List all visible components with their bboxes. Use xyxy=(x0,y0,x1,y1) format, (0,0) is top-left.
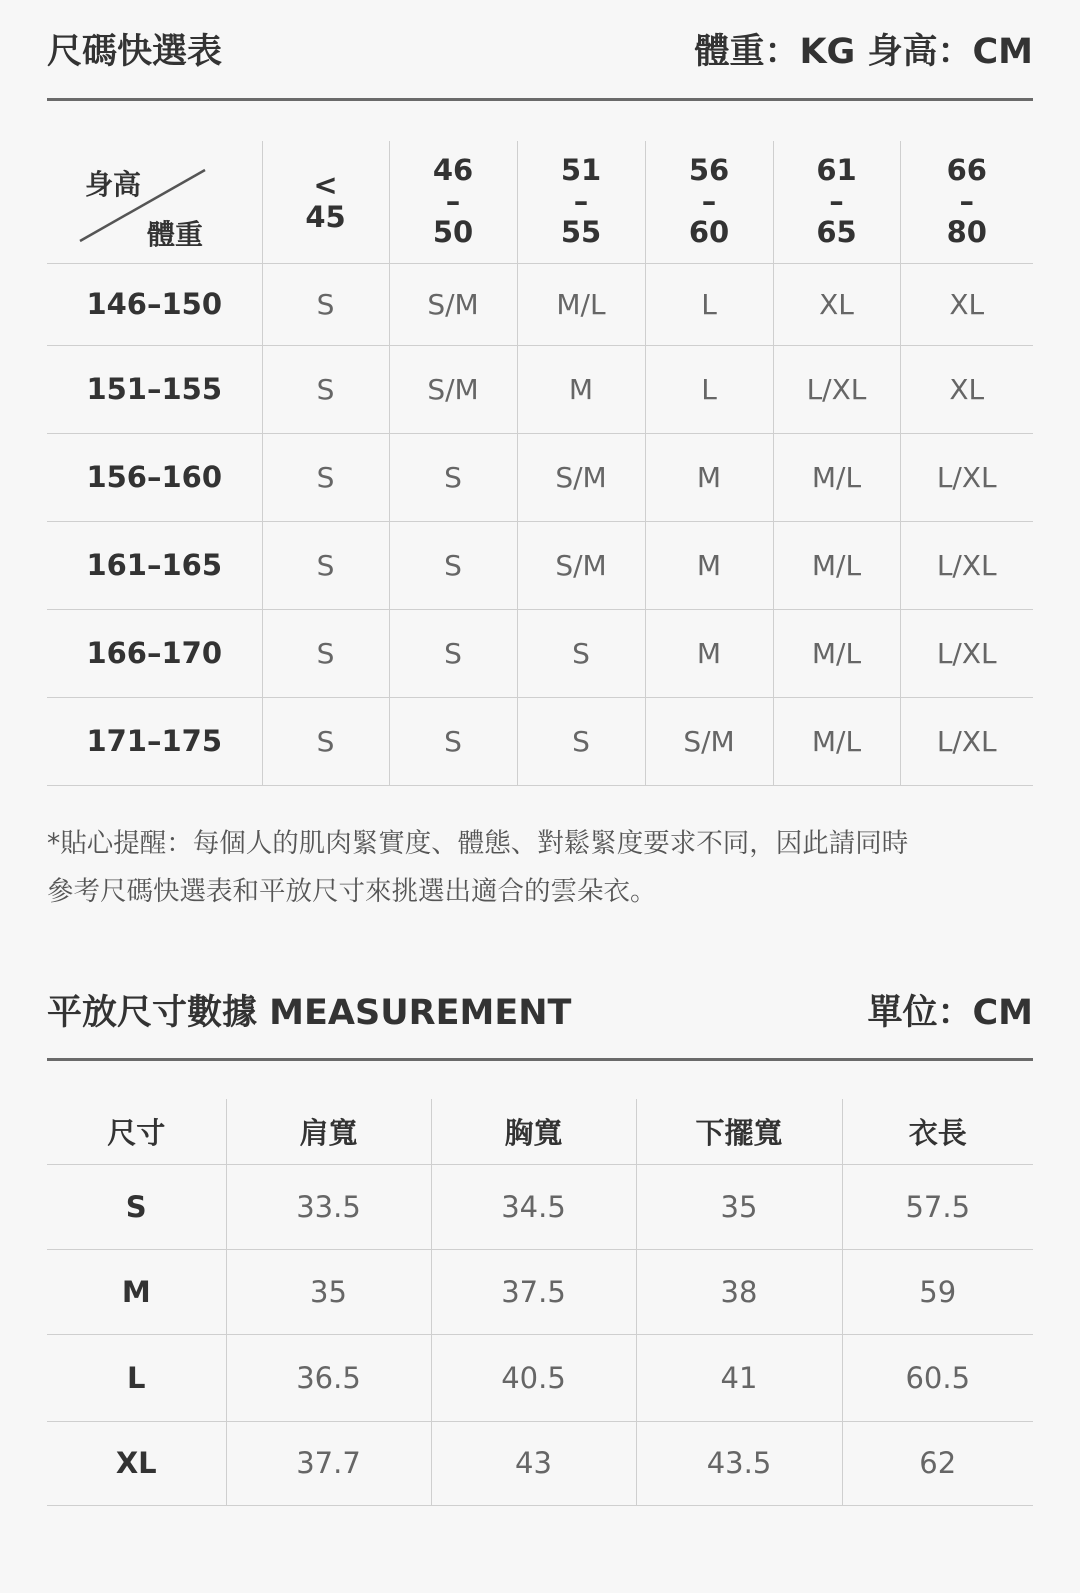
table-row xyxy=(47,1164,1033,1249)
size-label-cell: L xyxy=(47,1334,226,1421)
column-header: 衣長 xyxy=(908,1115,967,1150)
size-cell: L xyxy=(645,345,773,433)
value-cell: 59 xyxy=(919,1274,957,1309)
size-cell: M/L xyxy=(773,433,900,521)
column-header: 尺寸 xyxy=(47,1099,226,1164)
corner-height-label: 身高 xyxy=(85,168,142,201)
size-cell: XL xyxy=(949,287,985,321)
weight-column-header: < 45 xyxy=(262,141,389,263)
size-cell: M xyxy=(645,521,773,609)
column-header: 胸寬 xyxy=(431,1099,636,1164)
weight-column-header: 61 – 65 xyxy=(773,141,900,263)
size-cell: M xyxy=(645,433,773,521)
value-cell: 60.5 xyxy=(905,1360,971,1395)
table-row xyxy=(47,1421,1033,1505)
value-cell: 33.5 xyxy=(226,1164,431,1249)
size-cell: S xyxy=(262,263,389,345)
size-cell: S xyxy=(517,609,645,697)
size-cell: L/XL xyxy=(773,345,900,433)
size-cell: S xyxy=(389,697,517,785)
size-chart-units: 體重：KG 身高：CM xyxy=(694,32,1033,72)
measurement-header xyxy=(47,985,1033,1035)
size-chart-title: 尺碼快選表 xyxy=(47,32,223,72)
corner-cell xyxy=(47,141,262,263)
value-cell: 34.5 xyxy=(431,1164,636,1249)
size-chart-header xyxy=(47,24,1033,74)
table-row xyxy=(47,1249,1033,1334)
value-cell: 57.5 xyxy=(905,1189,971,1224)
corner-weight-label: 體重 xyxy=(147,218,204,251)
measurement-table xyxy=(47,1099,1033,1506)
value-cell: 40.5 xyxy=(431,1334,636,1421)
size-cell: L/XL xyxy=(936,636,997,670)
size-cell: L xyxy=(645,263,773,345)
size-cell: S/M xyxy=(517,521,645,609)
value-cell: 37.5 xyxy=(431,1249,636,1334)
size-cell: M/L xyxy=(517,263,645,345)
value-cell: 62 xyxy=(919,1446,957,1480)
value-cell: 43 xyxy=(431,1421,636,1505)
size-cell: M xyxy=(517,345,645,433)
table-row xyxy=(47,609,1033,697)
size-cell: S/M xyxy=(645,697,773,785)
size-label-cell: XL xyxy=(47,1421,226,1505)
column-header: 肩寬 xyxy=(226,1099,431,1164)
value-cell: 38 xyxy=(636,1249,842,1334)
weight-column-header: 56 – 60 xyxy=(645,141,773,263)
size-chart-table xyxy=(47,141,1033,786)
size-cell: S xyxy=(517,697,645,785)
size-cell: S xyxy=(262,345,389,433)
size-cell: M/L xyxy=(773,697,900,785)
value-cell: 35 xyxy=(636,1164,842,1249)
height-range-cell: 171–175 xyxy=(47,697,262,785)
size-cell: L/XL xyxy=(936,724,997,758)
size-cell: L/XL xyxy=(936,460,997,494)
size-cell: M/L xyxy=(773,609,900,697)
height-range-cell: 146–150 xyxy=(47,263,262,345)
height-range-cell: 166–170 xyxy=(47,609,262,697)
measurement-title: 平放尺寸數據 MEASUREMENT xyxy=(47,993,572,1033)
value-cell: 41 xyxy=(636,1334,842,1421)
table-row xyxy=(47,1334,1033,1421)
size-cell: S/M xyxy=(389,345,517,433)
size-cell: S xyxy=(389,609,517,697)
table-row xyxy=(47,433,1033,521)
height-range-cell: 151–155 xyxy=(47,345,262,433)
size-cell: S xyxy=(389,521,517,609)
weight-column-header: 66 – 80 xyxy=(946,152,987,250)
value-cell: 36.5 xyxy=(226,1334,431,1421)
size-chart-header-row xyxy=(47,141,1033,263)
size-cell: S xyxy=(389,433,517,521)
measurement-header-row xyxy=(47,1099,1033,1164)
size-cell: XL xyxy=(949,372,985,406)
measurement-units: 單位：CM xyxy=(867,993,1033,1033)
value-cell: 35 xyxy=(226,1249,431,1334)
size-cell: S xyxy=(262,521,389,609)
size-cell: S xyxy=(262,697,389,785)
care-note-line: *貼心提醒：每個人的肌肉緊實度、體態、對鬆緊度要求不同，因此請同時 xyxy=(47,828,909,859)
value-cell: 37.7 xyxy=(226,1421,431,1505)
size-cell: S xyxy=(262,433,389,521)
table-row xyxy=(47,521,1033,609)
value-cell: 43.5 xyxy=(636,1421,842,1505)
size-cell: M xyxy=(645,609,773,697)
size-chart-divider xyxy=(47,98,1033,101)
weight-column-header: 51 – 55 xyxy=(517,141,645,263)
measurement-divider xyxy=(47,1058,1033,1061)
weight-column-header: 46 – 50 xyxy=(389,141,517,263)
size-cell: S/M xyxy=(389,263,517,345)
care-note-line: 參考尺碼快選表和平放尺寸來挑選出適合的雲朵衣。 xyxy=(47,876,657,907)
size-label-cell: M xyxy=(47,1249,226,1334)
size-cell: S/M xyxy=(517,433,645,521)
size-cell: M/L xyxy=(773,521,900,609)
size-cell: L/XL xyxy=(936,548,997,582)
table-row xyxy=(47,345,1033,433)
height-range-cell: 161–165 xyxy=(47,521,262,609)
table-row xyxy=(47,263,1033,345)
column-header: 下擺寬 xyxy=(636,1099,842,1164)
size-label-cell: S xyxy=(47,1164,226,1249)
care-note xyxy=(47,820,1037,916)
size-cell: S xyxy=(262,609,389,697)
height-range-cell: 156–160 xyxy=(47,433,262,521)
table-row xyxy=(47,697,1033,785)
size-cell: XL xyxy=(773,263,900,345)
